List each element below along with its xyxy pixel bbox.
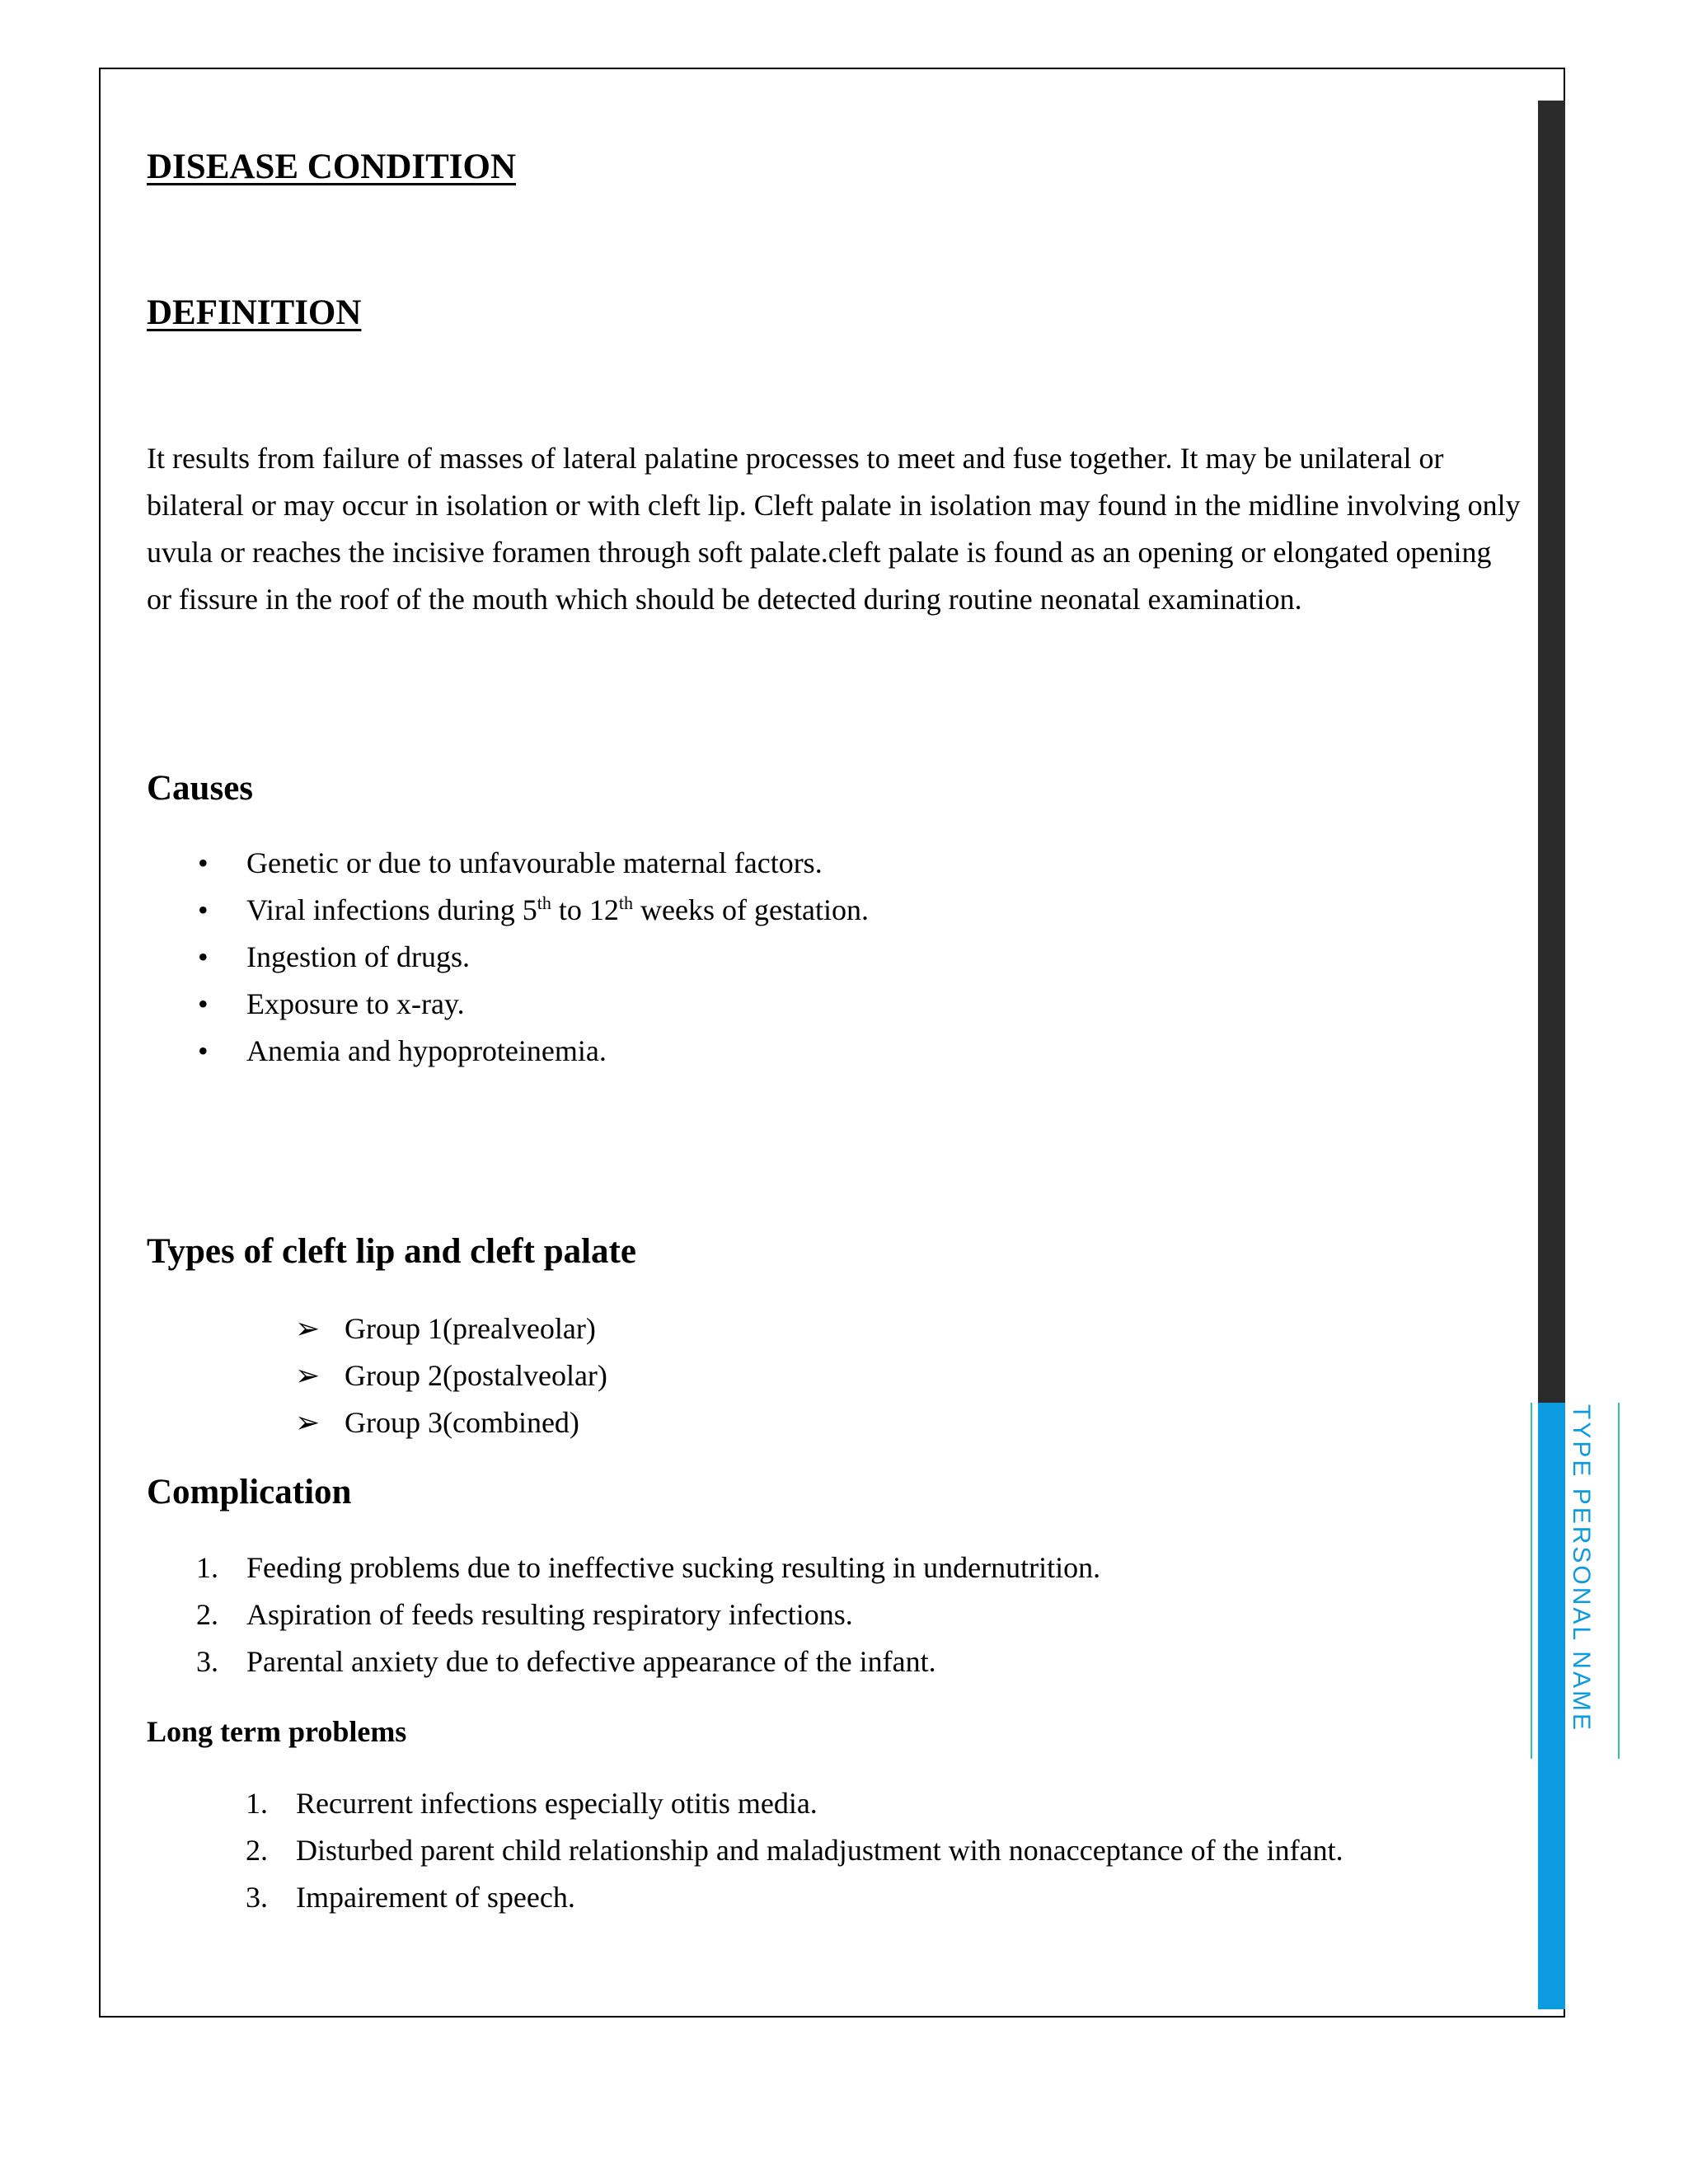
- definition-paragraph: It results from failure of masses of lateral palatine processes to meet and fuse together. It may be unilateral or bilateral or may occur in isolation or with cleft lip. Cleft palate in isolation may found in the midline involving only uvula or reaches the incisive foramen through soft palate.cleft palate is found as an opening or elongated opening or fissure in the roof of the mouth which should be detected during routine neonatal examination.: [147, 442, 1521, 616]
- viral-mid: to 12: [551, 893, 619, 926]
- list-number: 2.: [196, 1598, 218, 1631]
- cause-text: Exposure to x-ray.: [246, 987, 465, 1020]
- sidebar-dark-bar: [1538, 101, 1565, 1403]
- list-number: 1.: [196, 1551, 218, 1584]
- arrow-marker-icon: ➢: [295, 1359, 321, 1392]
- list-number: 1.: [246, 1787, 268, 1820]
- viral-suffix: weeks of gestation.: [633, 893, 869, 926]
- list-number: 3.: [246, 1881, 268, 1914]
- complication-text: Aspiration of feeds resulting respiratory infections.: [246, 1598, 853, 1631]
- bullet-marker: •: [198, 987, 209, 1020]
- list-number: 3.: [196, 1645, 218, 1678]
- heading-complication: Complication: [147, 1473, 352, 1511]
- long-term-text: Impairement of speech.: [296, 1881, 575, 1914]
- long-term-text: Disturbed parent child relationship and maladjustment with nonacceptance of the infant.: [296, 1834, 1343, 1867]
- cause-text: Anemia and hypoproteinemia.: [246, 1034, 607, 1067]
- bullet-marker: •: [198, 846, 209, 879]
- bullet-marker: •: [198, 893, 209, 926]
- bullet-marker: •: [198, 1034, 209, 1067]
- complication-text: Parental anxiety due to defective appearance of the infant.: [246, 1645, 936, 1678]
- sidebar-title[interactable]: TYPE PERSONAL NAME: [1568, 1404, 1595, 1732]
- cause-text: Ingestion of drugs.: [246, 940, 470, 973]
- list-number: 2.: [246, 1834, 268, 1867]
- heading-long-term: Long term problems: [147, 1715, 407, 1748]
- heading-disease-condition: DISEASE CONDITION: [147, 148, 517, 186]
- heading-types: Types of cleft lip and cleft palate: [147, 1232, 636, 1271]
- cause-text: Genetic or due to unfavourable maternal factors.: [246, 846, 823, 879]
- heading-causes: Causes: [147, 769, 254, 808]
- complication-text: Feeding problems due to ineffective sucking resulting in undernutrition.: [246, 1551, 1101, 1584]
- sidebar-line-right: [1618, 1403, 1620, 1759]
- arrow-marker-icon: ➢: [295, 1406, 321, 1439]
- superscript: th: [537, 893, 551, 913]
- sidebar-line-left: [1531, 1403, 1532, 1759]
- cause-text-viral: [246, 887, 869, 934]
- heading-definition: DEFINITION: [147, 293, 362, 332]
- type-text: Group 1(prealveolar): [345, 1312, 596, 1345]
- superscript: th: [618, 893, 634, 913]
- type-text: Group 2(postalveolar): [345, 1359, 607, 1392]
- bullet-marker: •: [198, 940, 209, 973]
- viral-prefix: Viral infections during 5: [246, 893, 537, 926]
- long-term-text: Recurrent infections especially otitis media.: [296, 1787, 818, 1820]
- type-text: Group 3(combined): [345, 1406, 579, 1439]
- arrow-marker-icon: ➢: [295, 1312, 321, 1345]
